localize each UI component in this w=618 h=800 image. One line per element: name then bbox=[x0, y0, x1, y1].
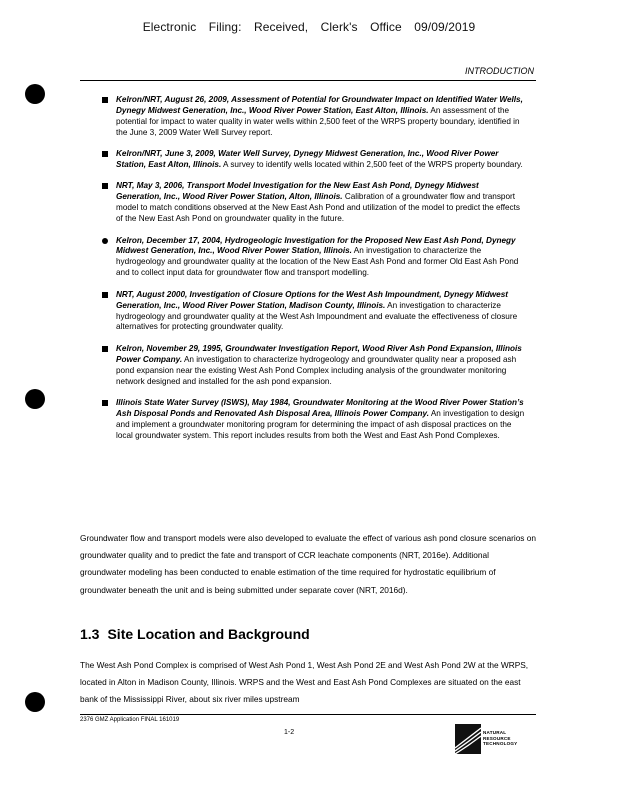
binder-hole-middle bbox=[25, 389, 45, 409]
reference-title: NRT, August 2000, Investigation of Closure Options for the West Ash Impoundment, Dynegy Midwest Generation, Inc., Wood River Power Station, Madison County, Illinois. bbox=[116, 289, 508, 310]
company-logo bbox=[455, 722, 535, 758]
logo-wordmark bbox=[483, 730, 517, 747]
page-number: 1-2 bbox=[284, 729, 295, 736]
logo-swoosh-icon bbox=[455, 724, 481, 754]
reference-body: An assessment of the potential for impact to water quality in water wells within 2,500 feet of the WRPS property boundary, identified in the June 3, 2009 Water Well Survey report. bbox=[116, 105, 520, 137]
filing-stamp: Electronic Filing: Received, Clerk's Office 09/09/2019 bbox=[142, 20, 476, 34]
reference-body: An investigation to design and implement a groundwater monitoring program for determining the impact of ash disposal practices on the local groundwater system. This report includes results from both the West and East Ash Pond Complexes. bbox=[116, 408, 525, 440]
body-paragraph-modeling: Groundwater flow and transport models were also developed to evaluate the effect of various ash pond closure scenarios on groundwater quality and to predict the fate and transport of CCR leachate components (NRT, 2016e). Additional groundwater modeling has been conducted to enable estimation of the time required for hydrostatic equilibrium of groundwater beneath the unit and is being submitted under separate cover (NRT, 2016d). bbox=[80, 533, 536, 595]
reference-item bbox=[116, 181, 526, 225]
logo-line: RESOURCE bbox=[483, 735, 511, 741]
reference-item bbox=[116, 398, 526, 442]
section-heading bbox=[80, 626, 310, 642]
reference-title: Illinois State Water Survey (ISWS), May 1984, Groundwater Monitoring at the Wood River Power Station’s Ash Disposal Ponds and Renovated Ash Disposal Area, Illinois Power Company. bbox=[116, 397, 524, 418]
round-bullet-icon bbox=[102, 238, 108, 244]
document-id: 2376 GMZ Application FINAL 161019 bbox=[80, 717, 180, 723]
logo-line: NATURAL bbox=[483, 730, 507, 735]
reference-title: Kelron/NRT, June 3, 2009, Water Well Survey, Dynegy Midwest Generation, Inc., Wood River Power Station, East Alton, Illinois. bbox=[116, 149, 499, 170]
reference-item bbox=[116, 236, 526, 280]
section-header: INTRODUCTION bbox=[465, 66, 534, 76]
reference-body: An investigation to characterize the hydrogeology and groundwater quality at the location of the New East Ash Pond and former Old East Ash Pond and to collect input data for groundwater flow and transport modelling. bbox=[116, 246, 519, 278]
header-rule bbox=[80, 80, 536, 81]
square-bullet-icon bbox=[102, 292, 108, 298]
section-number: 1.3 bbox=[80, 626, 100, 642]
body-paragraph-site-location: The West Ash Pond Complex is comprised of West Ash Pond 1, West Ash Pond 2E and West Ash Pond 2W at the WRPS, located in Alton in Madison County, Illinois. WRPS and the West and East Ash Pond Complexes are situated on the east bank of the Mississippi River, about six river miles upstream bbox=[80, 660, 529, 705]
reference-item bbox=[116, 149, 526, 171]
reference-list bbox=[116, 95, 526, 452]
reference-body: An investigation to characterize hydrogeology and groundwater quality near a proposed ash pond expansion near the existing West Ash Pond Complex including analysis of the groundwater monitoring network designed and installed for the ash pond expansion. bbox=[116, 354, 517, 386]
reference-body: A survey to identify wells located within 2,500 feet of the WRPS property boundary. bbox=[221, 160, 523, 170]
binder-hole-top bbox=[25, 84, 45, 104]
reference-item bbox=[116, 290, 526, 334]
square-bullet-icon bbox=[102, 400, 108, 406]
section-title: Site Location and Background bbox=[107, 626, 310, 642]
binder-hole-bottom bbox=[25, 692, 45, 712]
logo-line: TECHNOLOGY bbox=[483, 741, 518, 747]
square-bullet-icon bbox=[102, 151, 108, 157]
reference-title: Kelron, November 29, 1995, Groundwater Investigation Report, Wood River Ash Pond Expansion, Illinois Power Company. bbox=[116, 343, 522, 364]
footer-rule bbox=[80, 714, 536, 715]
reference-title: Kelron, December 17, 2004, Hydrogeologic Investigation for the Proposed New East Ash Pond, Dynegy Midwest Generation, Inc., Wood River Power Station, Illinois. bbox=[116, 235, 516, 256]
reference-body: Calibration of a groundwater flow and transport model to match conditions observed at the New East Ash Pond and utilization of the model to predict the effects of the New East Ash Pond on groundwater quality in the future. bbox=[116, 192, 521, 224]
reference-body: An investigation to characterize hydrogeology and groundwater quality at the West Ash Impoundment and evaluate the effectiveness of closure alternatives for protecting groundwater quality. bbox=[116, 300, 518, 332]
square-bullet-icon bbox=[102, 97, 108, 103]
square-bullet-icon bbox=[102, 346, 108, 352]
reference-title: Kelron/NRT, August 26, 2009, Assessment of Potential for Groundwater Impact on Identified Water Wells, Dynegy Midwest Generation, Inc., Wood River Power Station, East Alton, Illinois. bbox=[116, 95, 523, 115]
reference-item bbox=[116, 344, 526, 388]
square-bullet-icon bbox=[102, 183, 108, 189]
reference-item bbox=[116, 95, 526, 139]
reference-title: NRT, May 3, 2006, Transport Model Investigation for the New East Ash Pond, Dynegy Midwest Generation, Inc., Wood River Power Station, Alton, Illinois. bbox=[116, 181, 479, 202]
